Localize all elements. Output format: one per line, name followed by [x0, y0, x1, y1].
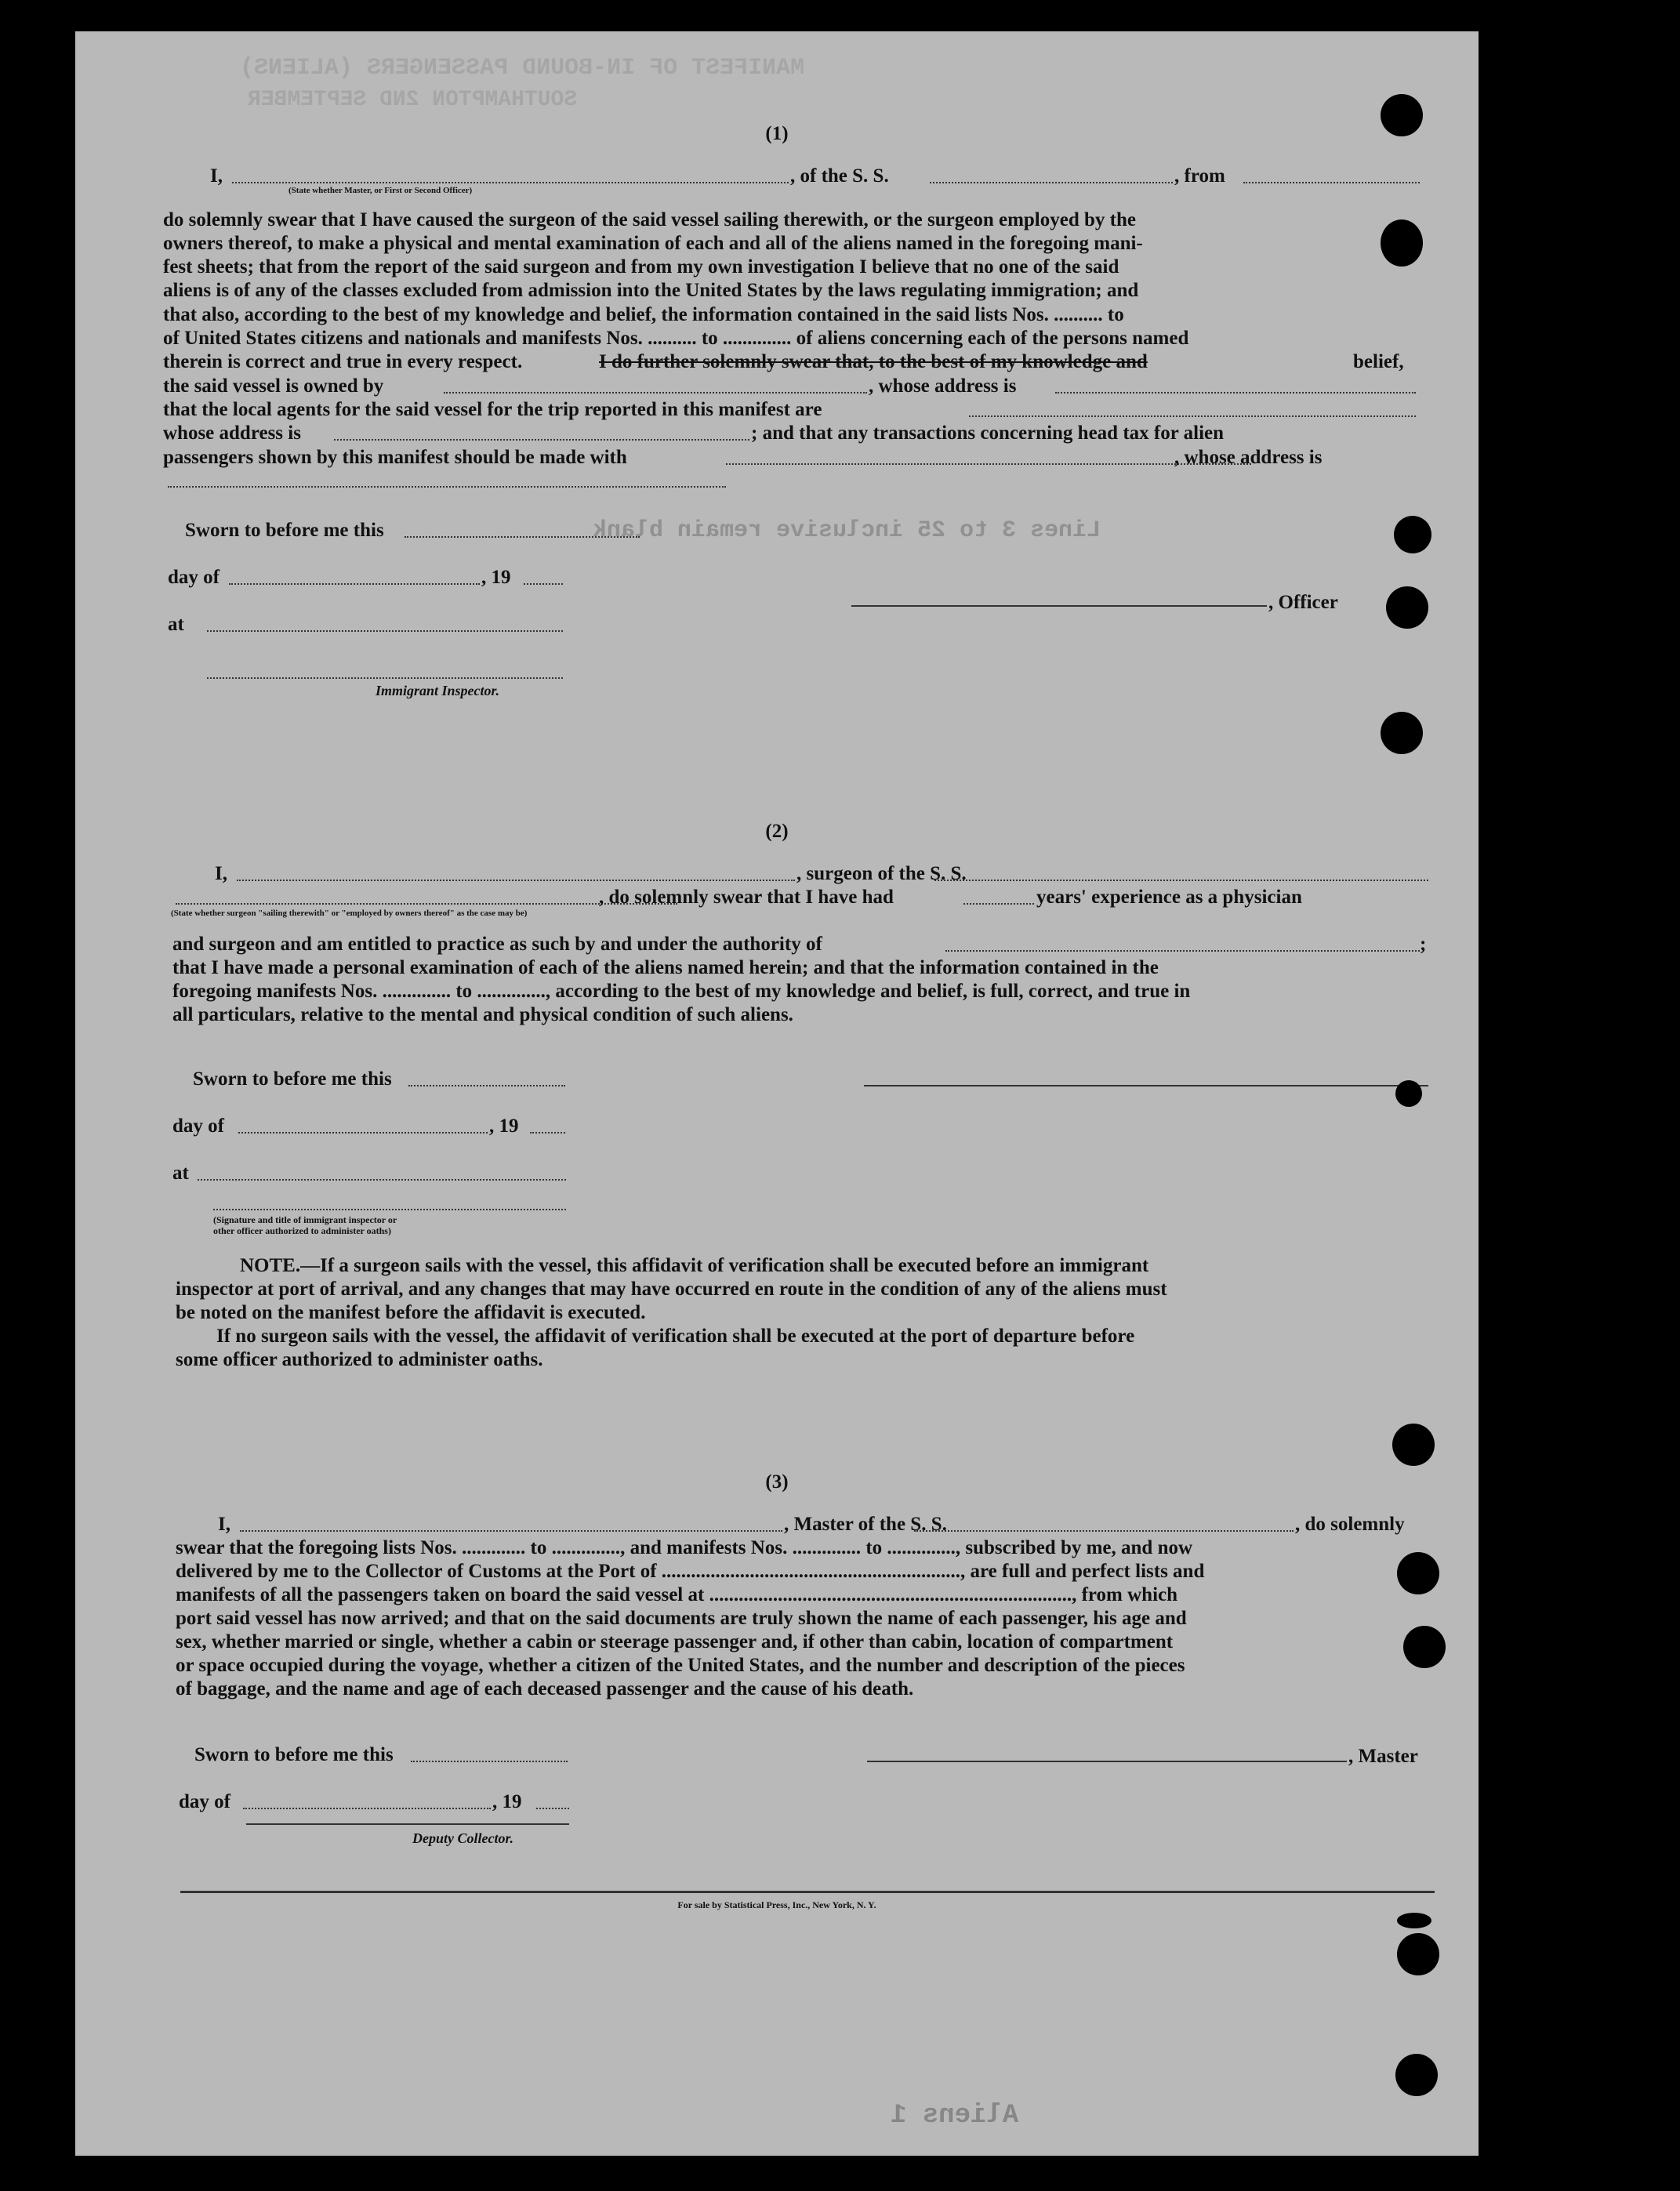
section-2-i: I,	[215, 863, 227, 884]
s1-sworn-label: Sworn to before me this	[185, 520, 384, 541]
note-line: inspector at port of arrival, and any changes that may have occurred en route in the condition of any of the aliens must	[176, 1279, 1167, 1300]
s1-line: aliens is of any of the classes excluded from admission into the United States by the laws regulating immigration; and	[163, 280, 1139, 301]
s2-day-of-label: day of	[172, 1115, 224, 1137]
head-tax-with-label: passengers shown by this manifest should be made with	[163, 447, 627, 468]
punch-hole	[1386, 586, 1428, 629]
surgeon-signature-line	[864, 1085, 1428, 1086]
s2-at-field	[198, 1179, 566, 1181]
sig-note-line1: (Signature and title of immigrant inspector or	[213, 1214, 397, 1225]
note-line: NOTE.—If a surgeon sails with the vessel, this affidavit of verification shall be executed before an immigrant	[240, 1255, 1149, 1276]
punch-hole	[1397, 1913, 1431, 1928]
note-line: be noted on the manifest before the affidavit is executed.	[176, 1302, 646, 1323]
punch-hole	[1381, 712, 1423, 754]
master-label: , Master	[1348, 1746, 1418, 1767]
deputy-label: Deputy Collector.	[412, 1830, 513, 1846]
s1-line: fest sheets; that from the report of the said surgeon and from my own investigation I believe that no one of the said	[163, 256, 1119, 278]
punch-hole	[1397, 1552, 1439, 1594]
s1-line7-a: therein is correct and true in every respect.	[163, 351, 523, 372]
section-3-number: (3)	[765, 1471, 789, 1493]
deputy-signature-line	[246, 1823, 569, 1825]
punch-hole	[1392, 1424, 1435, 1466]
punch-hole	[1381, 219, 1423, 267]
s1-year-field	[524, 583, 563, 585]
s3-sworn-label: Sworn to before me this	[194, 1744, 394, 1765]
s1-line: do solemnly swear that I have caused the surgeon of the said vessel sailing therewith, or the surgeon employed by the	[163, 209, 1136, 230]
s1-year-label: , 19	[481, 567, 511, 588]
officer-signature-line	[851, 605, 1267, 607]
s1-sworn-field	[405, 536, 640, 538]
s3-solemnly-label: , do solemnly	[1295, 1514, 1405, 1535]
vessel-name-field	[930, 182, 1173, 183]
s2-day-field	[238, 1132, 488, 1134]
punch-hole	[1397, 1933, 1439, 1975]
s1-line7-b: belief,	[1353, 351, 1404, 372]
s3-line: swear that the foregoing lists Nos. ............. to .............., and manifests Nos. .............. to .............., subscribed by me, and now	[176, 1537, 1193, 1558]
s3-year-field	[536, 1808, 569, 1809]
s2-year-field	[530, 1132, 565, 1134]
owner-address-field	[1055, 392, 1416, 394]
officer-label: , Officer	[1268, 592, 1338, 613]
section-2-number: (2)	[765, 821, 789, 842]
owned-by-label: the said vessel is owned by	[163, 375, 384, 397]
head-tax-label: ; and that any transactions concerning head tax for alien	[751, 423, 1225, 444]
agents-address-field	[334, 439, 749, 441]
head-tax-party-field	[726, 463, 1251, 465]
from-label: , from	[1174, 165, 1225, 187]
master-of-label: , Master of the S. S.	[784, 1514, 947, 1535]
punch-hole	[1381, 94, 1423, 136]
section-1-i: I,	[210, 165, 223, 187]
s2-swear-label: , do solemnly swear that I have had	[599, 887, 894, 908]
officer-note: (State whether Master, or First or Second Officer)	[288, 186, 473, 195]
master-signature-line	[867, 1761, 1347, 1762]
owner-address-label: , whose address is	[869, 375, 1017, 397]
punch-hole	[1403, 1626, 1446, 1668]
surgeon-note: (State whether surgeon "sailing therewith" or "employed by owners thereof" as the case may be)	[171, 909, 528, 918]
s3-line: port said vessel has now arrived; and that on the said documents are truly shown the name of each passenger, his age and	[176, 1608, 1187, 1629]
agents-address-label: whose address is	[163, 423, 301, 444]
punch-hole	[1395, 2054, 1438, 2096]
bleed-aliens-text: Aliens 1	[891, 2101, 1019, 2131]
from-port-field	[1243, 182, 1420, 183]
bleed-route-text: SOUTHAMPTON 2ND SEPTEMBER	[248, 88, 578, 112]
surgeon-of-label: , surgeon of the S. S.	[796, 863, 967, 884]
punch-hole	[1394, 516, 1431, 553]
s2-inspector-signature-line	[213, 1209, 566, 1210]
authority-field	[945, 950, 1420, 952]
authority-label: and surgeon and am entitled to practice as such by and under the authority of	[172, 934, 822, 955]
surgeon-name-field	[237, 880, 795, 881]
section-3-i: I,	[218, 1514, 230, 1535]
s3-line: sex, whether married or single, whether a cabin or steerage passenger and, if other than cabin, location of compartment	[176, 1631, 1174, 1652]
s2-year-label: , 19	[489, 1115, 519, 1137]
sig-note-line2: other officer authorized to administer oaths)	[213, 1225, 391, 1236]
s2-at-label: at	[172, 1163, 189, 1184]
s2-vessel-field	[934, 880, 1428, 881]
s1-day-of-label: day of	[168, 567, 220, 588]
section-1-number: (1)	[765, 123, 789, 144]
s3-vessel-field	[914, 1530, 1294, 1532]
inspector-label: Immigrant Inspector.	[376, 683, 500, 698]
s1-day-field	[229, 583, 480, 585]
s3-line: manifests of all the passengers taken on board the said vessel at .........................................................................., from which	[176, 1584, 1178, 1605]
s3-day-field	[243, 1808, 491, 1809]
footer-rule	[180, 1891, 1435, 1893]
s1-line7-struck: I do further solemnly swear that, to the best of my knowledge and	[599, 351, 1148, 372]
of-ss-label: , of the S. S.	[790, 165, 889, 187]
note-line: If no surgeon sails with the vessel, the affidavit of verification shall be executed at the port of departure before	[216, 1326, 1135, 1347]
s3-day-of-label: day of	[179, 1791, 230, 1812]
punch-hole	[1395, 1080, 1422, 1107]
s2-sworn-field	[408, 1085, 565, 1086]
s1-at-label: at	[168, 614, 184, 635]
s1-line: of United States citizens and nationals and manifests Nos. .......... to .............. of aliens concerning each of the persons named	[163, 328, 1189, 349]
s3-sworn-field	[411, 1761, 568, 1762]
bleed-header-text: MANIFEST OF IN-BOUND PASSENGERS (ALIENS)	[240, 55, 805, 82]
s2-line4: that I have made a personal examination of each of the aliens named herein; and that the information contained in the	[172, 957, 1159, 978]
s2-sworn-label: Sworn to before me this	[193, 1068, 392, 1090]
s3-year-label: , 19	[492, 1791, 522, 1812]
authority-semicolon: ;	[1420, 934, 1427, 955]
master-name-field	[240, 1530, 782, 1532]
s1-line: owners thereof, to make a physical and mental examination of each and all of the aliens named in the foregoing mani-	[163, 233, 1143, 254]
years-label: years' experience as a physician	[1036, 887, 1302, 908]
s1-at-field	[207, 630, 563, 632]
bleed-remain-blank-text: Lines 3 to 25 inclusive remain blank	[593, 517, 1101, 544]
officer-name-field	[232, 182, 789, 183]
s2-line6: all particulars, relative to the mental and physical condition of such aliens.	[172, 1004, 793, 1025]
s2-line5: foregoing manifests Nos. .............. to .............., according to the best of my knowledge and belief, is full, correct, and true in	[172, 981, 1191, 1002]
agents-field	[969, 415, 1416, 417]
s3-line: delivered by me to the Collector of Customs at the Port of ............................................................., are full and perfect lists and	[176, 1561, 1205, 1582]
note-line: some officer authorized to administer oaths.	[176, 1349, 543, 1370]
manifest-page	[75, 31, 1479, 2156]
inspector-signature-line	[207, 677, 563, 679]
s3-line: or space occupied during the voyage, whether a citizen of the United States, and the number and description of the pieces	[176, 1655, 1185, 1676]
owner-field	[444, 392, 867, 394]
s3-line: of baggage, and the name and age of each deceased passenger and the cause of his death.	[176, 1678, 914, 1699]
footer-text: For sale by Statistical Press, Inc., New York, N. Y.	[677, 1899, 876, 1910]
s1-line: that also, according to the best of my knowledge and belief, the information contained in the said lists Nos. .......... to	[163, 304, 1124, 325]
agents-label: that the local agents for the said vessel for the trip reported in this manifest are	[163, 399, 822, 420]
years-field	[963, 903, 1034, 905]
head-tax-address-field	[168, 486, 726, 488]
head-tax-address-label: , whose address is	[1174, 447, 1323, 468]
